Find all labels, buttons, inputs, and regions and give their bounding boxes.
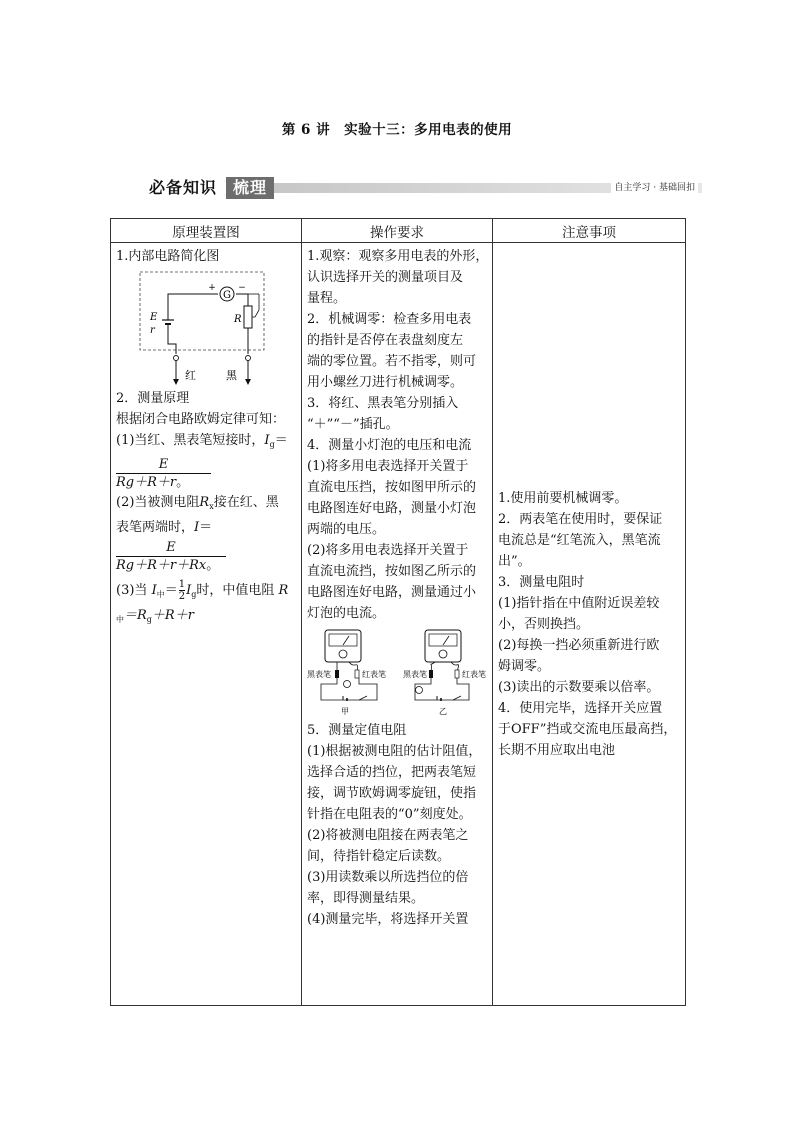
operation-line: 直流电流挡，按如图乙所示的	[307, 564, 477, 579]
operation-after-line: 选择合适的挡位，把两表笔短	[307, 765, 477, 780]
notes-list	[498, 488, 680, 761]
formula-2-numerator: E	[116, 540, 226, 557]
banner-label-left: 必备知识	[146, 177, 227, 199]
note-line: 小，否则换挡。	[498, 616, 590, 632]
wire-left-down	[168, 324, 176, 354]
note-line: 电流总是“红笔流入，黑笔流	[498, 532, 661, 548]
header-operation: 操作要求	[302, 219, 493, 243]
note-line: 长期不用应取出电池	[498, 742, 616, 758]
operation-line: 认识选择开关的测量项目及	[307, 270, 464, 285]
header-notes: 注意事项	[493, 219, 686, 243]
meter-b-black-probe	[429, 670, 433, 678]
formula-1-line: (1)当红、黑表笔短接时，$I_g=$	[116, 433, 288, 449]
circuit-b-wires	[415, 678, 469, 700]
meter-b-leads	[431, 662, 459, 672]
meter-a-black-probe	[335, 670, 339, 678]
meter-a-dial	[329, 634, 357, 646]
formula-3-line-a: (3)当 $I_中=$ $\frac{1}{2}$ $I_g$时，中值电阻 R	[116, 579, 289, 602]
black-label: 黑	[226, 369, 237, 382]
operation-line: 2．机械调零：检查多用电表	[307, 312, 472, 327]
operation-after-line: (4)测量完毕，将选择开关置	[307, 912, 469, 927]
emf-label: E	[150, 312, 158, 323]
operation-line: 直流电压挡，按如图甲所示的	[307, 480, 477, 495]
operation-line: 端的零位置。若不指零，则可	[307, 354, 477, 369]
resistor-label: R	[234, 314, 242, 325]
note-line: 2．两表笔在使用时，要保证	[498, 511, 663, 527]
meter-a-knob	[339, 650, 347, 658]
black-arrow-icon	[245, 379, 251, 385]
switch-b-icon	[453, 696, 461, 700]
principle-intro: 根据闭合电路欧姆定律可知：	[116, 412, 286, 427]
wire-top-left	[168, 294, 218, 320]
note-line: (3)读出的示数要乘以倍率。	[498, 679, 660, 695]
meter-figure	[307, 628, 487, 716]
meter-a-red-probe	[355, 670, 359, 678]
page-title: 第 6 讲 实验十三：多用电表的使用	[281, 122, 513, 138]
formula-2-denominator: Rg＋R＋r＋Rx。	[116, 558, 220, 573]
operation-steps	[307, 246, 487, 624]
note-line: 3．测量电阻时	[498, 574, 585, 590]
half-fraction: $\frac{1}{2}$	[178, 579, 186, 602]
operation-after-line: (3)用读数乘以所选挡位的倍	[307, 870, 469, 885]
red-terminal	[174, 356, 179, 361]
red-label: 红	[185, 369, 196, 382]
note-line: (1)指针指在中值附近误差较	[498, 595, 660, 611]
meter-a-leads	[337, 662, 358, 672]
figure-b-label: 乙	[439, 707, 447, 716]
operation-line: 的指针是否停在表盘刻度左	[307, 333, 464, 348]
operation-line: 量程。	[307, 291, 347, 306]
variable-resistor-icon	[244, 306, 252, 328]
meter-b-black-label: 黑表笔	[403, 670, 427, 679]
operation-after-line: (1)根据被测电阻的估计阻值，	[307, 744, 482, 759]
notes-cell	[493, 243, 686, 1006]
operation-line: (1)将多用电表选择开关置于	[307, 459, 469, 474]
note-line: (2)每换一挡必须重新进行欧	[498, 637, 660, 653]
operation-line: 用小螺丝刀进行机械调零。	[307, 375, 464, 390]
operation-after-line: 5．测量定值电阻	[307, 723, 407, 738]
formula-3-line-b: $_中=R_g+R+r$	[116, 608, 194, 624]
operation-line: 灯泡的电流。	[307, 606, 386, 621]
bulb-a-icon	[344, 681, 351, 688]
circuit-heading: 1.内部电路简化图	[116, 249, 220, 264]
section-banner	[146, 177, 702, 199]
red-arrow-icon	[173, 379, 179, 385]
operation-line: (2)将多用电表选择开关置于	[307, 543, 469, 558]
banner-label-right: 梳理	[226, 177, 274, 199]
galvanometer-label: G	[223, 290, 231, 301]
formula-2-line-b: 表笔两端时，I＝	[116, 520, 213, 535]
meter-b-red-probe	[455, 670, 459, 678]
wire-top-right	[236, 294, 248, 306]
meter-b-red-label: 红表笔	[462, 670, 486, 679]
plus-sign: +	[208, 283, 216, 293]
operation-line: 两端的电压。	[307, 522, 386, 537]
figure-a-label: 甲	[341, 707, 349, 716]
formula-1-denominator: Rg＋R＋r。	[116, 475, 190, 490]
operation-line: 电路图连好电路，测量小灯泡	[307, 501, 477, 516]
circuit-diagram	[138, 270, 268, 386]
note-line: 出”。	[498, 553, 531, 569]
operation-cell	[302, 243, 493, 1006]
internal-r-label: r	[150, 325, 155, 336]
principle-heading: 2．测量原理	[116, 391, 190, 406]
meter-b-dial	[429, 634, 457, 646]
operation-after-line: 率，即得测量结果。	[307, 891, 425, 906]
note-line: 1.使用前要机械调零。	[498, 490, 628, 506]
banner-right-tag: 自主学习 · 基础回扣	[611, 182, 698, 194]
header-principle: 原理装置图	[111, 219, 302, 243]
meter-a-red-label: 红表笔	[362, 670, 386, 679]
operation-line: “＋”“－”插孔。	[307, 417, 399, 432]
content-table	[110, 218, 686, 1006]
operation-line: 4．测量小灯泡的电压和电流	[307, 438, 472, 453]
operation-steps-after	[307, 720, 487, 930]
note-line: 于OFF”挡或交流电压最高挡，	[498, 721, 677, 737]
operation-line: 3．将红、黑表笔分别插入	[307, 396, 459, 411]
operation-after-line: 间，待指针稳定后读数。	[307, 849, 451, 864]
black-terminal	[246, 356, 251, 361]
switch-a-icon	[359, 696, 367, 700]
operation-after-line: 针指在电阻表的“0”刻度处。	[307, 807, 472, 822]
minus-sign: −	[238, 283, 246, 293]
formula-1-numerator: E	[116, 457, 211, 474]
principle-cell	[111, 243, 302, 1006]
note-line: 姆调零。	[498, 658, 551, 674]
bulb-b-icon	[416, 687, 423, 694]
meter-a-black-label: 黑表笔	[307, 670, 331, 679]
operation-line: 1.观察：观察多用电表的外形，	[307, 249, 489, 264]
operation-line: 电路图连好电路，测量通过小	[307, 585, 477, 600]
meter-b-knob	[439, 650, 447, 658]
operation-after-line: 接，调节欧姆调零旋钮，使指	[307, 786, 477, 801]
formula-2-line-a: (2)当被测电阻$R_x$接在红、黑	[116, 495, 279, 511]
rheostat-slider	[252, 310, 259, 317]
note-line: 4．使用完毕，选择开关应置	[498, 700, 663, 716]
operation-after-line: (2)将被测电阻接在两表笔之	[307, 828, 469, 843]
